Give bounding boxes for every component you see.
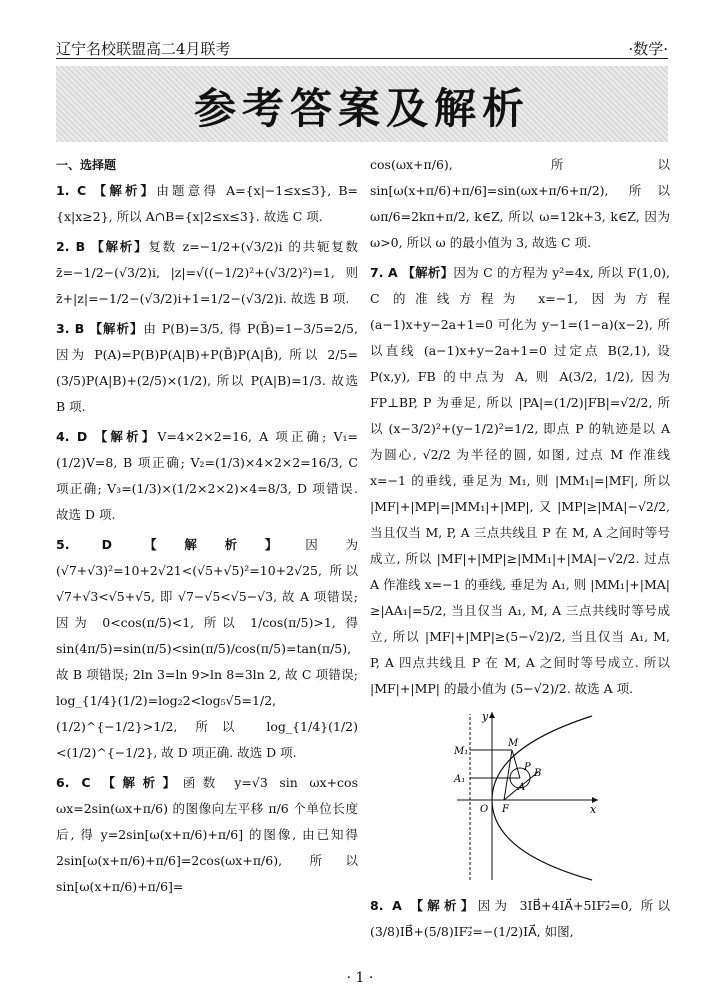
- answer-7: [370, 260, 670, 702]
- point-m1-label: M₁: [454, 746, 469, 757]
- page-title: 参考答案及解析: [193, 84, 530, 133]
- parabola-figure: [452, 708, 602, 883]
- answer-tag: 7. A 【解析】: [370, 265, 454, 280]
- origin-label: O: [480, 804, 489, 815]
- answer-tag: 4. D 【解析】: [56, 429, 158, 444]
- point-m-label: M: [508, 738, 519, 749]
- answer-text: 由题意得 A={x|−1≤x≤3}, B={x|x≥2}, 所以 A∩B={x|2≤x≤3}. 故选 C 项.: [56, 183, 359, 224]
- subject-label: ·数学·: [628, 40, 668, 58]
- answer-text: 函数 y=√3 sin ωx+cos ωx=2sin(ωx+π/6) 的图像向左平移 π/6 个单位长度后, 得 y=2sin[ω(x+π/6)+π/6] 的图像, 由已知得 2sin[ω(x+π/6)+π/6]=2cos(ωx+π/6), 所以 sin[ω(x+π/6)+π/6]=: [56, 775, 359, 894]
- left-column: [56, 152, 358, 904]
- page-header: [56, 36, 668, 59]
- title-banner: [56, 66, 668, 142]
- point-p-label: P: [524, 762, 531, 773]
- answer-text: 由 P(B)=3/5, 得 P(B̄)=1−3/5=2/5, 因为 P(A)=P(B)P(A|B)+P(B̄)P(A|B̄), 所以 2/5=(3/5)P(A|B)+(2/5)×(1/2), 所以 P(A|B)=1/3. 故选 B 项.: [56, 321, 358, 414]
- answer-tag: 2. B 【解析】: [56, 239, 149, 254]
- point-a1-label: A₁: [454, 774, 466, 785]
- answer-text: cos(ωx+π/6), 所以 sin[ω(x+π/6)+π/6]=sin(ωx+π/6+π/2), 所以 ωπ/6=2kπ+π/2, k∈Z, 所以 ω=12k+3, k∈Z, 因为 ω>0, 所以 ω 的最小值为 3, 故选 C 项.: [370, 157, 670, 250]
- answer-8: [370, 893, 670, 945]
- point-a-label: A: [518, 782, 526, 793]
- answer-text: 复数 z=−1/2+(√3/2)i 的共轭复数 z̄=−1/2−(√3/2)i, |z|=√((−1/2)²+(√3/2)²)=1, 则 z̄+|z|=−1/2−(√3/2)i+1=1/2−(√3/2)i. 故选 B 项.: [56, 239, 358, 306]
- answer-tag: 3. B 【解析】: [56, 321, 144, 336]
- answer-2: [56, 234, 358, 312]
- right-column: [370, 152, 670, 949]
- parabola-diagram: [452, 708, 602, 883]
- answer-text: V=4×2×2=16, A 项正确; V₁=(1/2)V=8, B 项正确; V₂=(1/3)×4×2×2=16/3, C 项正确; V₃=(1/3)×(1/2×2×2)×4=8/3, D 项错误. 故选 D 项.: [56, 429, 358, 522]
- answer-tag: 8. A 【解析】: [370, 898, 478, 913]
- y-axis-arrow: [489, 712, 495, 718]
- answer-1: [56, 178, 358, 230]
- answer-5: [56, 532, 358, 766]
- answer-4: [56, 424, 358, 528]
- y-axis-label: y: [482, 710, 489, 723]
- answer-tag: 1. C 【解析】: [56, 183, 157, 198]
- answer-3: [56, 316, 358, 420]
- answer-tag: 6. C 【解析】: [56, 775, 183, 790]
- answer-tag: 5. D 【解析】: [56, 537, 306, 552]
- answer-text: 因为 C 的方程为 y²=4x, 所以 F(1,0), C 的准线方程为 x=−1, 因为方程 (a−1)x+y−2a+1=0 可化为 y−1=(1−a)(x−2), 所以直线 (a−1)x+y−2a+1=0 过定点 B(2,1), 设 P(x,y), FB 的中点为 A, 则 A(3/2, 1/2), 因为 FP⊥BP, P 为垂足, 所以 |PA|=(1/2)|FB|=√2/2, 所以 (x−3/2)²+(y−1/2)²=1/2, 即点 P 的轨迹是以 A 为圆心, √2/2 为半径的圆, 如图, 过点 M 作准线 x=−1 的垂线, 垂足为 M₁, 则 |MM₁|=|MF|, 所以 |MF|+|MP|=|MM₁|+|MP|, 又 |MP|≥|MA|−√2/2, 当且仅当 M, P, A 三点共线且 P 在 M, A 之间时等号成立, 所以 |MF|+|MP|≥|MM₁|+|MA|−√2/2. 过点 A 作准线 x=−1 的垂线, 垂足为 A₁, 则 |MM₁|+|MA|≥|AA₁|=5/2, 当且仅当 A₁, M, A 三点共线时等号成立, 所以 |MF|+|MP|≥(5−√2)/2, 当且仅当 A₁, M, P, A 四点共线且 P 在 M, A 之间时等号成立. 所以 |MF|+|MP| 的最小值为 (5−√2)/2. 故选 A 项.: [370, 265, 671, 696]
- answer-text: 因为 3IB⃗+4IA⃗+5IF₂⃗=0, 所以 (3/8)IB⃗+(5/8)IF₂⃗=−(1/2)IA⃗, 如图,: [370, 898, 671, 939]
- answer-6-continued: [370, 152, 670, 256]
- point-b-label: B: [534, 768, 542, 779]
- exam-title: 辽宁名校联盟高二4月联考: [56, 40, 231, 58]
- focus-label: F: [502, 804, 509, 815]
- x-axis-label: x: [590, 803, 597, 816]
- page-number: · 1 ·: [346, 970, 374, 986]
- answer-6: [56, 770, 358, 900]
- section-heading: 一、选择题: [56, 158, 117, 172]
- answer-text: 因为 (√7+√3)²=10+2√21<(√5+√5)²=10+2√25, 所以 √7+√3<√5+√5, 即 √7−√5<√5−√3, 故 A 项错误; 因为 0<cos(π/5)<1, 所以 1/cos(π/5)>1, 得 sin(4π/5)=sin(π/5)<sin(π/5)/cos(π/5)=tan(π/5), 故 B 项错误; 2ln 3=ln 9>ln 8=3ln 2, 故 C 项错误; log_{1/4}(1/2)=log₂2<log₅√5=1/2, (1/2)^{−1/2}>1/2, 所以 log_{1/4}(1/2)<(1/2)^{−1/2}, 故 D 项正确. 故选 D 项.: [56, 537, 358, 760]
